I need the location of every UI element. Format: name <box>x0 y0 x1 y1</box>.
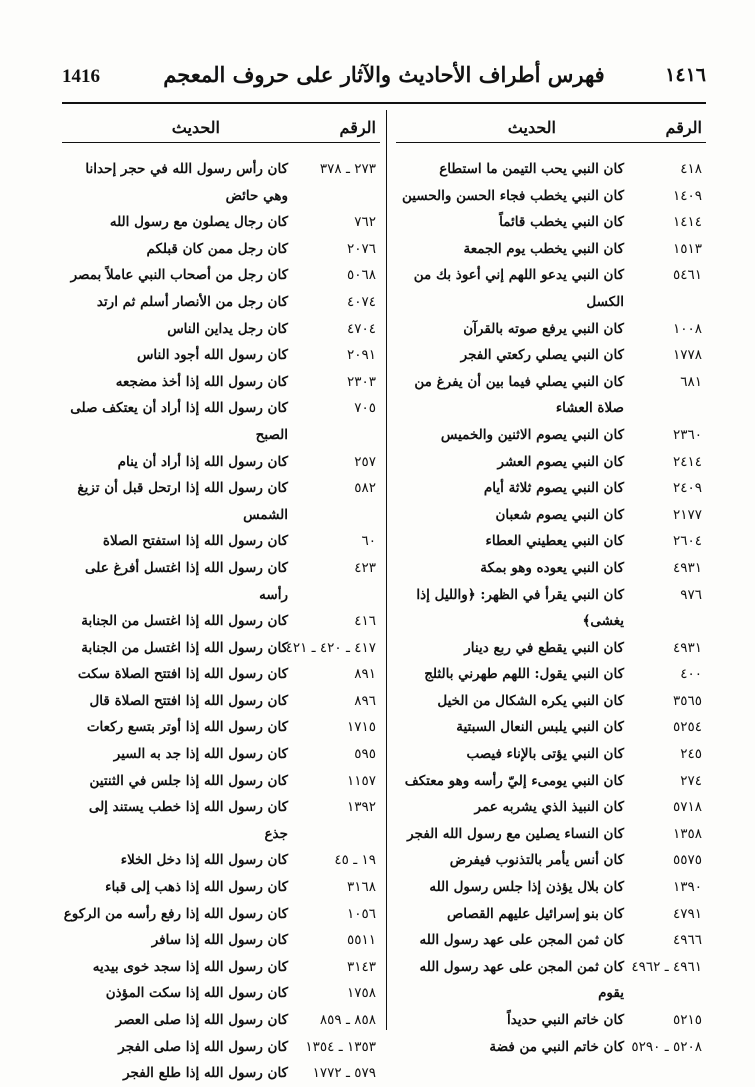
hadith-number: ١٣٩٠ <box>672 879 702 896</box>
index-entry <box>396 528 706 555</box>
hadith-text: كان النبي يقطع في ربع دينار <box>464 639 624 656</box>
index-entry <box>396 635 706 662</box>
hadith-text: كان النبي يكره الشكال من الخيل <box>437 692 624 709</box>
index-entry <box>396 369 706 422</box>
hadith-text: كان رسول الله إذا اغتسل من الجنابة <box>81 613 288 630</box>
index-entry <box>62 688 380 715</box>
right-column <box>396 110 706 1060</box>
hadith-text: كان خاتم النبي حديداً <box>506 1012 624 1028</box>
index-entry <box>396 502 706 529</box>
hadith-text: كان أنس يأمر بالتذنوب فيفرض <box>449 852 624 869</box>
index-entry <box>396 262 706 315</box>
index-entry <box>396 661 706 688</box>
index-entry <box>396 688 706 715</box>
hadith-number: ١٣٩٢ <box>346 799 376 816</box>
hadith-number: ٢٧٤ <box>680 772 702 789</box>
hadith-number: ٥٧١٨ <box>672 799 702 816</box>
hadith-number: ١١٥٧ <box>346 772 376 789</box>
hadith-number: ٤٩٣١ <box>672 559 702 576</box>
index-entry <box>396 582 706 635</box>
index-entry <box>62 555 380 608</box>
index-entry <box>62 475 380 528</box>
hadith-number: ١٣٥٨ <box>672 825 702 842</box>
hadith-text: كان النبي يحب التيمن ما استطاع <box>439 161 624 177</box>
hadith-number: ١٧٧٨ <box>672 347 702 364</box>
hadith-text: كان رجل ممن كان قبلكم <box>146 240 288 257</box>
page-title: فهرس أطراف الأحاديث والآثار على حروف المعجم <box>163 62 605 87</box>
hadith-number: ٥٥١١ <box>346 932 376 949</box>
index-entry <box>396 316 706 343</box>
index-entry <box>396 768 706 795</box>
hadith-text: كان النبي يعوده وهو بمكة <box>480 559 624 576</box>
hadith-text: كان رسول الله إذا اغتسل أفرغ على رأسه <box>85 559 288 603</box>
hadith-number: ٧٦٢ <box>354 214 376 231</box>
hadith-text: كان رجل يداين الناس <box>167 320 288 337</box>
hadith-text: كان النبيذ الذي يشربه عمر <box>474 799 624 816</box>
index-entry <box>396 209 706 236</box>
hadith-text: كان رجل من أصحاب النبي عاملاً بمصر <box>70 267 288 284</box>
hadith-column-heading: الحديث <box>507 118 556 137</box>
hadith-number: ١٣٥٣ ـ ١٣٥٤ <box>305 1038 376 1055</box>
hadith-number: ٤١٨ <box>680 161 702 177</box>
index-entry <box>396 821 706 848</box>
index-entry <box>396 422 706 449</box>
hadith-number: ٢٧٣ ـ ٣٧٨ <box>319 161 376 177</box>
hadith-text: كان رسول الله إذا أخذ مضجعه <box>115 373 288 390</box>
hadith-text: كان النبي يخطب يوم الجمعة <box>463 240 624 257</box>
hadith-text: كان النبي يصوم الاثنين والخميس <box>440 426 624 443</box>
index-entry <box>396 741 706 768</box>
hadith-text: كان رسول الله إذا سجد خوى بيديه <box>92 958 288 975</box>
hadith-number: ٢٣٠٣ <box>346 373 376 390</box>
index-entry <box>62 1034 380 1061</box>
hadith-text: كان رسول الله إذا أراد أن ينام <box>117 453 288 470</box>
hadith-text: كان النبي يدعو اللهم إني أعوذ بك من الكسل <box>413 267 624 310</box>
hadith-number: ٢٠٩١ <box>346 347 376 364</box>
index-entry <box>62 528 380 555</box>
hadith-text: كان النبي يلبس النعال السبتية <box>456 719 624 736</box>
hadith-number: ٥٩٥ <box>354 746 376 763</box>
hadith-text: كان رسول الله إذا جد به السير <box>113 746 288 763</box>
index-entry <box>62 661 380 688</box>
hadith-text: كان رسول الله إذا صلى العصر <box>115 1012 288 1028</box>
hadith-text: كان رسول الله إذا افتتح الصلاة سكت <box>77 666 288 683</box>
index-entry <box>62 874 380 901</box>
index-entry <box>62 316 380 343</box>
hadith-text: كان خاتم النبي من فضة <box>489 1038 624 1055</box>
index-entry <box>396 183 706 210</box>
hadith-text: كان رسول الله إذا جلس في الثنتين <box>89 772 288 789</box>
index-entry <box>62 954 380 981</box>
hadith-number: ٧٠٥ <box>354 400 376 417</box>
hadith-text: كان النبي يخطب فجاء الحسن والحسين <box>401 187 624 204</box>
hadith-number: ٣١٤٣ <box>346 958 376 975</box>
hadith-number: ٤٠٧٤ <box>346 293 376 310</box>
index-entry <box>396 1007 706 1034</box>
page-number-arabic: ١٤١٦ <box>665 64 706 86</box>
hadith-number: ٥٤٦١ <box>672 267 702 284</box>
hadith-text: كان رسول الله إذا افتتح الصلاة قال <box>89 692 288 709</box>
hadith-number: ٢٠٧٦ <box>346 240 376 257</box>
hadith-text: كان ثمن المجن على عهد رسول الله يقوم <box>419 958 624 1002</box>
hadith-text: كان رسول الله أجود الناس <box>136 347 288 364</box>
index-entry <box>62 209 380 236</box>
hadith-number: ٥٢١٥ <box>672 1012 702 1028</box>
index-entry <box>62 1060 380 1087</box>
hadith-text: كان رسول الله إذا خطب يستند إلى جذع <box>88 799 288 842</box>
index-entry <box>396 794 706 821</box>
hadith-number: ١٩ ـ ٤٥ <box>334 852 376 869</box>
hadith-number: ٤١٦ <box>354 613 376 630</box>
index-entry <box>62 369 380 396</box>
index-entry <box>62 236 380 263</box>
hadith-text: كان رجل من الأنصار أسلم ثم ارتد <box>96 293 288 310</box>
header-rule <box>62 102 706 104</box>
hadith-number: ٢٤٥ <box>680 746 702 763</box>
left-column-header <box>62 110 380 146</box>
column-divider <box>386 110 387 1030</box>
hadith-text: كان النبي يقرأ في الظهر: ﴿والليل إذا يغشى﴾ <box>416 586 624 630</box>
number-column-heading: الرقم <box>339 118 376 137</box>
hadith-number: ١٠٠٨ <box>672 320 702 337</box>
index-entry <box>396 236 706 263</box>
hadith-text: كان النبي يصوم العشر <box>497 453 624 470</box>
index-entry <box>62 635 380 662</box>
hadith-number: ٤٧٠٤ <box>346 320 376 337</box>
hadith-number: ٤١٧ ـ ٤٢٠ ـ ٤٢١ <box>285 639 376 656</box>
hadith-text: كان النساء يصلين مع رسول الله الفجر <box>407 825 624 842</box>
hadith-number: ٨٥٨ ـ ٨٥٩ <box>319 1012 376 1028</box>
hadith-number: ٥٢٠٨ ـ ٥٢٩٠ <box>631 1038 702 1055</box>
number-column-heading: الرقم <box>665 118 702 137</box>
index-entry <box>396 475 706 502</box>
hadith-number: ٦٠ <box>361 533 376 550</box>
hadith-number: ٥٧٩ ـ ١٧٧٢ <box>312 1065 376 1082</box>
hadith-number: ٢٣٦٠ <box>672 426 702 443</box>
hadith-text: كان رسول الله إذا أراد أن يعتكف صلى الصبح <box>70 400 288 443</box>
index-entry <box>62 608 380 635</box>
hadith-text: كان بلال يؤذن إذا جلس رسول الله <box>429 879 624 896</box>
hadith-text: كان النبي يقول: اللهم طهرني بالثلج <box>424 666 624 683</box>
hadith-text: كان ثمن المجن على عهد رسول الله <box>419 932 624 949</box>
hadith-text: كان النبي يصوم ثلاثة أيام <box>483 480 624 497</box>
hadith-text: كان رسول الله إذا رفع رأسه من الركوع <box>63 905 288 922</box>
index-entry <box>396 874 706 901</box>
index-entry <box>62 262 380 289</box>
hadith-number: ٨٩٦ <box>354 692 376 709</box>
hadith-text: كان بنو إسرائيل عليهم القصاص <box>446 905 624 922</box>
index-entry <box>62 156 380 209</box>
hadith-text: كان رأس رسول الله في حجر إحدانا وهي حائض <box>85 161 288 204</box>
right-column-header <box>396 110 706 146</box>
left-index-list <box>62 156 380 1087</box>
index-entry <box>396 1034 706 1061</box>
hadith-number: ٥٠٦٨ <box>346 267 376 284</box>
index-entry <box>62 741 380 768</box>
hadith-number: ٤٩٦٦ <box>672 932 702 949</box>
hadith-text: كان النبي يعطيني العطاء <box>485 533 624 550</box>
hadith-number: ١٥١٣ <box>672 240 702 257</box>
hadith-number: ٣١٦٨ <box>346 879 376 896</box>
index-entry <box>396 449 706 476</box>
hadith-number: ٩٧٦ <box>680 586 702 603</box>
index-entry <box>396 555 706 582</box>
index-entry <box>62 342 380 369</box>
hadith-number: ٥٥٧٥ <box>672 852 702 869</box>
hadith-number: ٤٠٠ <box>680 666 702 683</box>
hadith-number: ٣٥٦٥ <box>672 692 702 709</box>
hadith-text: كان رسول الله إذا استفتح الصلاة <box>102 533 288 550</box>
hadith-number: ٤٩٣١ <box>672 639 702 656</box>
hadith-number: ٦٨١ <box>680 373 702 390</box>
page-number-latin: 1416 <box>62 66 100 87</box>
hadith-number: ١٧٥٨ <box>346 985 376 1002</box>
hadith-number: ٢١٧٧ <box>672 506 702 523</box>
index-entry <box>62 794 380 847</box>
hadith-text: كان رجال يصلون مع رسول الله <box>109 214 288 231</box>
hadith-number: ١٧١٥ <box>346 719 376 736</box>
hadith-number: ٤٩٦١ ـ ٤٩٦٢ <box>631 958 702 975</box>
index-entry <box>62 901 380 928</box>
hadith-text: كان رسول الله إذا سكت المؤذن <box>105 985 288 1002</box>
hadith-text: كان رسول الله إذا اغتسل من الجنابة <box>81 639 288 656</box>
left-column <box>62 110 380 1087</box>
index-entry <box>62 980 380 1007</box>
index-entry <box>62 714 380 741</box>
hadith-number: ٥٨٢ <box>354 480 376 497</box>
hadith-text: كان النبي يصوم شعبان <box>495 506 624 523</box>
index-entry <box>62 847 380 874</box>
hadith-number: ١٤٠٩ <box>672 187 702 204</box>
hadith-text: كان رسول الله إذا سافر <box>151 932 288 949</box>
hadith-text: كان رسول الله إذا طلع الفجر <box>123 1065 288 1082</box>
index-entry <box>396 847 706 874</box>
index-entry <box>62 395 380 448</box>
hadith-number: ٢٤٠٩ <box>672 480 702 497</box>
page-header <box>62 62 706 96</box>
hadith-number: ٤٢٣ <box>354 559 376 576</box>
hadith-column-heading: الحديث <box>171 118 220 137</box>
hadith-text: كان النبي يرفع صوته بالقرآن <box>463 320 624 337</box>
hadith-number: ٥٢٥٤ <box>672 719 702 736</box>
hadith-text: كان رسول الله إذا أوتر بتسع ركعات <box>86 719 288 736</box>
hadith-text: كان رسول الله إذا ارتحل قبل أن تزيغ الشمس <box>77 480 288 523</box>
hadith-number: ٢٥٧ <box>354 453 376 470</box>
index-entry <box>396 927 706 954</box>
index-entry <box>62 927 380 954</box>
hadith-number: ١٤١٤ <box>672 214 702 231</box>
hadith-text: كان النبي يؤتى بالإناء فيصب <box>466 746 624 763</box>
hadith-text: كان النبي يصلي ركعتي الفجر <box>460 347 624 364</box>
hadith-text: كان النبي يخطب قائماً <box>499 214 624 231</box>
hadith-text: كان رسول الله إذا دخل الخلاء <box>120 852 288 869</box>
hadith-number: ٤٧٩١ <box>672 905 702 922</box>
index-entry <box>396 901 706 928</box>
index-entry <box>62 1007 380 1034</box>
hadith-text: كان رسول الله إذا ذهب إلى قباء <box>105 879 288 896</box>
index-entry <box>396 156 706 183</box>
hadith-number: ٢٦٠٤ <box>672 533 702 550</box>
right-index-list <box>396 156 706 1060</box>
index-entry <box>62 768 380 795</box>
index-entry <box>396 954 706 1007</box>
hadith-number: ٢٤١٤ <box>672 453 702 470</box>
hadith-number: ٨٩١ <box>354 666 376 683</box>
index-entry <box>396 342 706 369</box>
hadith-text: كان رسول الله إذا صلى الفجر <box>118 1038 288 1055</box>
index-entry <box>62 449 380 476</box>
index-entry <box>396 714 706 741</box>
hadith-text: كان النبي يصلي فيما بين أن يفرغ من صلاة العشاء <box>414 373 624 417</box>
hadith-number: ١٠٥٦ <box>346 905 376 922</box>
index-entry <box>62 289 380 316</box>
hadith-text: كان النبي يومىء إليّ رأسه وهو معتكف <box>404 772 624 789</box>
